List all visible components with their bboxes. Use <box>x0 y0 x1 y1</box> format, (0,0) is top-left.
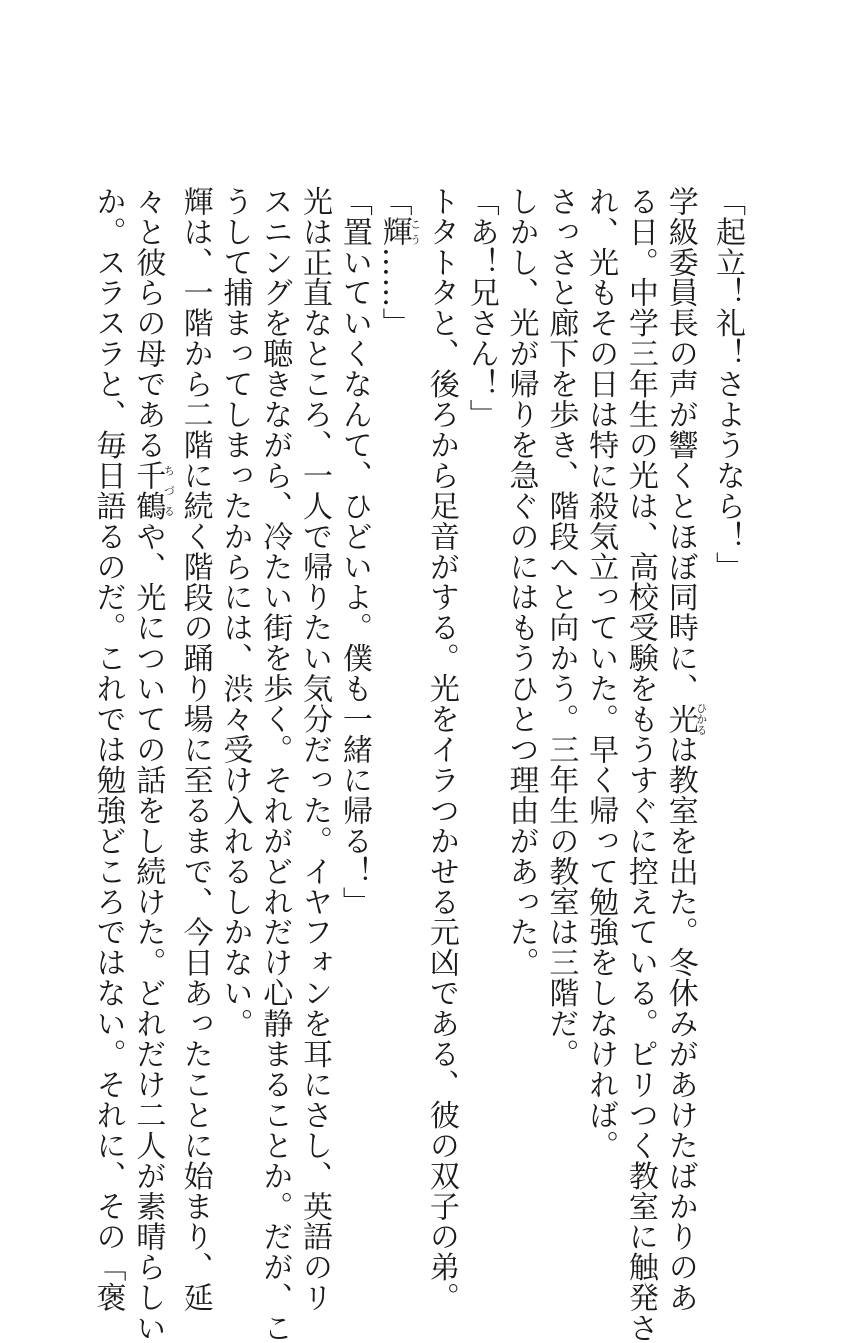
ruby-annotation <box>130 460 176 521</box>
text-line: れ、光もその日は特に殺気立っていた。早く帰って勉強をしなければ。 <box>583 186 619 1161</box>
text-line: さっさと廊下を歩き、階段へと向かう。三年生の教室は三階だ。 <box>543 186 579 1070</box>
ruby-base: 千鶴 <box>130 460 166 521</box>
text-segment: 々と彼らの母である <box>130 186 166 461</box>
text-line: 光は正直なところ、一人で帰りたい気分だった。イヤフォンを耳にさし、英語のリ <box>297 186 333 1313</box>
ruby-reading: ちづる <box>162 460 176 521</box>
text-line: 輝は、一階から二階に続く階段の踊り場に至るまで、今日あったことに始まり、延 <box>177 186 213 1313</box>
ruby-annotation <box>376 216 422 247</box>
text-line: か。スラスラと、毎日語るのだ。これでは勉強どころではない。それに、その「褒 <box>90 186 126 1313</box>
text-line: トタトタと、後ろから足音がする。光をイラつかせる元凶である、彼の双子の弟。 <box>423 186 459 1313</box>
text-line <box>128 186 176 1343</box>
ruby-reading: こう <box>408 216 422 247</box>
ruby-annotation <box>662 702 708 736</box>
vertical-text-body <box>88 186 747 1343</box>
text-line <box>660 186 708 1313</box>
text-line: 「置いていくなんて、ひどいよ。僕も一緒に帰る！」 <box>336 186 372 917</box>
text-line: る日。中学三年生の光は、高校受験をもうすぐに控えている。ピリつく教室に触発さ <box>622 186 658 1343</box>
ruby-base: 光 <box>662 702 698 736</box>
text-line: スニングを聴きながら、冷たい街を歩く。それがどれだけ心静まることか。だが、こ <box>257 186 293 1343</box>
ruby-base: 輝 <box>376 216 412 247</box>
text-segment: ……」 <box>376 246 412 339</box>
text-segment: 学級委員長の声が響くとほぼ同時に、 <box>662 186 698 704</box>
text-segment: や、光についての話をし続けた。どれだけ二人が素晴らしい <box>130 520 166 1343</box>
ruby-reading: ひかる <box>694 702 708 736</box>
text-segment: 「 <box>376 186 412 217</box>
text-line: 「あ！兄さん！」 <box>463 186 499 430</box>
text-segment: は教室を出た。冬休みがあけたばかりのあ <box>662 734 698 1313</box>
text-line <box>374 186 421 1048</box>
text-line: しかし、光が帰りを急ぐのにはもうひとつ理由があった。 <box>503 186 539 978</box>
text-line: 「起立！礼！さようなら！」 <box>710 186 745 582</box>
text-line: うして捕まってしまったからには、渋々受け入れるしかない。 <box>217 186 253 1039</box>
